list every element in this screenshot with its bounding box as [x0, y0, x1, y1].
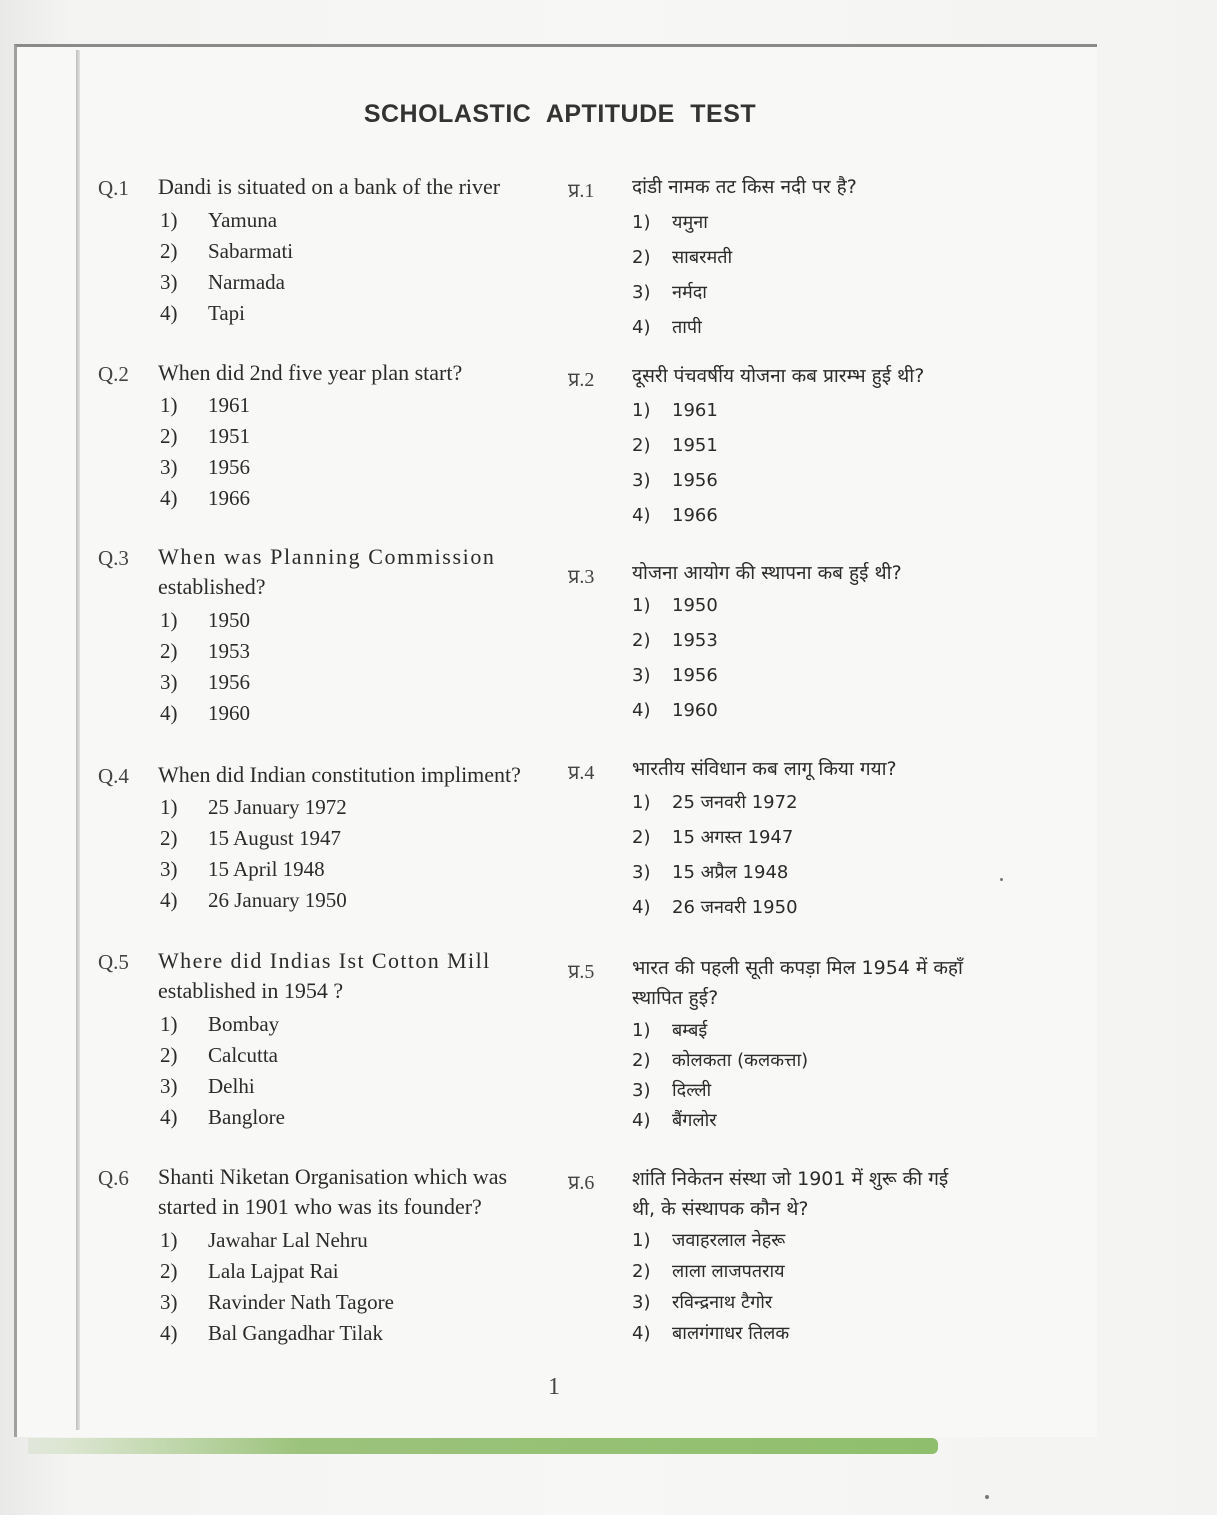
option-text: जवाहरलाल नेहरू: [672, 1230, 786, 1251]
option-text: बैंगलोर: [672, 1110, 717, 1131]
question-text: When did 2nd five year plan start?: [158, 360, 463, 385]
answer-option: [632, 505, 718, 526]
question-number: प्र.4: [568, 762, 595, 784]
option-number: 2): [632, 1261, 651, 1282]
option-text: Sabarmati: [208, 239, 294, 263]
question-number: Q.3: [98, 546, 129, 570]
answer-option: [160, 424, 250, 449]
option-number: 1): [632, 595, 651, 616]
answer-option: [160, 301, 245, 326]
option-text: 26 January 1950: [208, 888, 347, 912]
answer-option: [632, 400, 718, 421]
answer-option: [160, 701, 250, 726]
answer-option: [160, 1290, 394, 1315]
option-text: 1966: [672, 505, 718, 526]
question-text: दांडी नामक तट किस नदी पर है?: [632, 176, 857, 198]
option-number: 2): [160, 1259, 178, 1283]
answer-option: [632, 630, 718, 651]
option-number: 4): [160, 486, 178, 510]
answer-option: [160, 1259, 339, 1284]
option-text: 1966: [208, 486, 250, 510]
answer-option: [632, 665, 718, 686]
option-number: 3): [160, 455, 178, 479]
question-text: Where did Indias Ist Cotton Mill: [158, 948, 491, 973]
answer-option: [160, 393, 250, 418]
option-text: बम्बई: [672, 1020, 708, 1041]
option-text: 25 जनवरी 1972: [672, 792, 798, 813]
option-number: 2): [160, 239, 178, 263]
option-number: 1): [632, 792, 651, 813]
option-text: 1951: [672, 435, 718, 456]
answer-option: [632, 1048, 808, 1072]
option-number: 4): [632, 897, 651, 918]
option-text: Calcutta: [208, 1043, 278, 1067]
answer-option: [632, 700, 718, 721]
question-number: Q.4: [98, 764, 129, 788]
option-number: 2): [632, 827, 651, 848]
option-text: 1951: [208, 424, 250, 448]
question-number: Q.5: [98, 950, 129, 974]
answer-option: [160, 608, 250, 633]
answer-option: [160, 486, 250, 511]
option-text: कोलकता (कलकत्ता): [672, 1050, 809, 1071]
answer-option: [632, 210, 708, 234]
answer-option: [160, 670, 250, 695]
question-number: प्र.6: [568, 1172, 595, 1194]
answer-option: [632, 860, 788, 884]
option-text: Bal Gangadhar Tilak: [208, 1321, 383, 1345]
option-number: 3): [160, 857, 178, 881]
option-number: 1): [160, 795, 178, 819]
scan-speck: [1000, 878, 1003, 881]
question-number: प्र.5: [568, 961, 595, 983]
question-text: स्थापित हुई?: [632, 987, 719, 1009]
option-text: 15 अप्रैल 1948: [672, 862, 789, 883]
answer-option: [160, 1012, 279, 1037]
answer-option: [160, 270, 285, 295]
option-text: 15 April 1948: [208, 857, 325, 881]
question-text: थी, के संस्थापक कौन थे?: [632, 1198, 809, 1220]
question-text: When did Indian constitution impliment?: [158, 762, 521, 787]
question-number: प्र.2: [568, 369, 595, 391]
question-text: Dandi is situated on a bank of the river: [158, 174, 501, 199]
option-text: 1956: [208, 670, 250, 694]
option-number: 4): [632, 1323, 651, 1344]
option-text: साबरमती: [672, 247, 733, 268]
question-number: Q.1: [98, 176, 129, 200]
option-text: 1953: [672, 630, 718, 651]
question-number: प्र.3: [568, 566, 595, 588]
option-text: 15 August 1947: [208, 826, 342, 850]
option-text: Jawahar Lal Nehru: [208, 1228, 368, 1252]
question-text: Shanti Niketan Organisation which was: [158, 1164, 508, 1189]
question-text: भारत की पहली सूती कपड़ा मिल 1954 में कहाँ: [632, 957, 963, 979]
option-number: 1): [160, 393, 178, 417]
binding-margin: [76, 50, 80, 1430]
answer-option: [632, 470, 718, 491]
option-number: 1): [632, 212, 651, 233]
option-number: 3): [632, 665, 651, 686]
answer-option: [632, 1108, 717, 1132]
option-number: 1): [160, 608, 178, 632]
option-number: 3): [632, 1292, 651, 1313]
option-number: 1): [632, 1020, 651, 1041]
option-number: 1): [160, 208, 178, 232]
option-text: 1956: [672, 665, 718, 686]
option-number: 4): [160, 1105, 178, 1129]
question-text: established in 1954 ?: [158, 978, 344, 1003]
answer-option: [632, 1078, 711, 1102]
option-text: 1956: [208, 455, 250, 479]
option-text: लाला लाजपतराय: [672, 1261, 785, 1282]
answer-option: [632, 1018, 707, 1042]
option-text: बालगंगाधर तिलक: [672, 1323, 790, 1344]
bottom-green-strip: [28, 1438, 938, 1454]
option-number: 2): [160, 826, 178, 850]
option-number: 1): [632, 1230, 651, 1251]
answer-option: [160, 639, 250, 664]
answer-option: [160, 857, 325, 882]
answer-option: [632, 435, 718, 456]
option-number: 2): [160, 1043, 178, 1067]
answer-option: [160, 1043, 278, 1068]
answer-option: [160, 455, 250, 480]
option-text: 1961: [672, 400, 718, 421]
answer-option: [632, 1290, 772, 1314]
option-number: 3): [632, 862, 651, 883]
option-text: 1960: [672, 700, 718, 721]
answer-option: [632, 895, 798, 919]
page-title: SCHOLASTIC APTITUDE TEST: [363, 100, 757, 128]
option-text: 1950: [672, 595, 718, 616]
question-number: Q.2: [98, 362, 129, 386]
answer-option: [632, 280, 707, 304]
option-text: नर्मदा: [672, 282, 707, 303]
option-number: 4): [632, 1110, 651, 1131]
scan-speck: [985, 1495, 989, 1499]
option-number: 2): [632, 247, 651, 268]
answer-option: [632, 595, 718, 616]
question-number: Q.6: [98, 1166, 129, 1190]
option-number: 3): [632, 282, 651, 303]
question-text: established?: [158, 574, 266, 599]
option-text: Lala Lajpat Rai: [208, 1259, 339, 1283]
option-number: 4): [632, 700, 651, 721]
option-number: 3): [160, 670, 178, 694]
option-number: 2): [632, 435, 651, 456]
answer-option: [160, 1074, 255, 1099]
option-text: यमुना: [672, 212, 708, 233]
option-number: 3): [160, 270, 178, 294]
question-text: भारतीय संविधान कब लागू किया गया?: [632, 758, 897, 780]
option-text: Delhi: [208, 1074, 255, 1098]
option-number: 4): [632, 505, 651, 526]
answer-option: [160, 1228, 368, 1253]
question-text: When was Planning Commission: [158, 544, 496, 569]
option-number: 4): [160, 701, 178, 725]
option-text: दिल्ली: [672, 1080, 712, 1101]
answer-option: [160, 795, 347, 820]
answer-option: [160, 1105, 285, 1130]
option-number: 4): [160, 301, 178, 325]
option-number: 4): [632, 317, 651, 338]
option-number: 2): [632, 1050, 651, 1071]
question-text: शांति निकेतन संस्था जो 1901 में शुरू की गई: [632, 1168, 949, 1190]
page-number: 1: [548, 1374, 560, 1400]
option-text: Tapi: [208, 301, 246, 325]
question-text: योजना आयोग की स्थापना कब हुई थी?: [632, 562, 902, 584]
answer-option: [632, 1228, 785, 1252]
option-text: 25 January 1972: [208, 795, 347, 819]
answer-option: [632, 315, 702, 339]
option-number: 1): [160, 1228, 178, 1252]
option-text: 1960: [208, 701, 250, 725]
option-number: 3): [160, 1074, 178, 1098]
option-text: 1953: [208, 639, 250, 663]
answer-option: [632, 825, 793, 849]
option-text: रविन्द्रनाथ टैगोर: [672, 1292, 773, 1313]
answer-option: [160, 826, 341, 851]
option-text: 15 अगस्त 1947: [672, 827, 794, 848]
option-text: Bombay: [208, 1012, 280, 1036]
answer-option: [632, 1259, 785, 1283]
option-number: 3): [160, 1290, 178, 1314]
answer-option: [632, 790, 798, 814]
question-text: दूसरी पंचवर्षीय योजना कब प्रारम्भ हुई थी?: [632, 365, 925, 387]
option-text: Ravinder Nath Tagore: [208, 1290, 394, 1314]
option-number: 1): [160, 1012, 178, 1036]
option-text: 1961: [208, 393, 250, 417]
option-text: 1950: [208, 608, 250, 632]
option-text: Narmada: [208, 270, 285, 294]
answer-option: [160, 1321, 383, 1346]
option-number: 4): [160, 1321, 178, 1345]
option-number: 2): [160, 639, 178, 663]
option-number: 3): [632, 1080, 651, 1101]
question-number: प्र.1: [568, 180, 595, 202]
option-number: 2): [160, 424, 178, 448]
option-number: 3): [632, 470, 651, 491]
option-text: तापी: [672, 317, 702, 338]
option-text: Yamuna: [208, 208, 278, 232]
option-text: 26 जनवरी 1950: [672, 897, 798, 918]
answer-option: [632, 1321, 789, 1345]
option-number: 1): [632, 400, 651, 421]
answer-option: [632, 245, 732, 269]
option-text: 1956: [672, 470, 718, 491]
answer-option: [160, 888, 347, 913]
option-number: 4): [160, 888, 178, 912]
option-number: 2): [632, 630, 651, 651]
question-text: started in 1901 who was its founder?: [158, 1194, 482, 1219]
answer-option: [160, 208, 277, 233]
option-text: Banglore: [208, 1105, 285, 1129]
answer-option: [160, 239, 293, 264]
